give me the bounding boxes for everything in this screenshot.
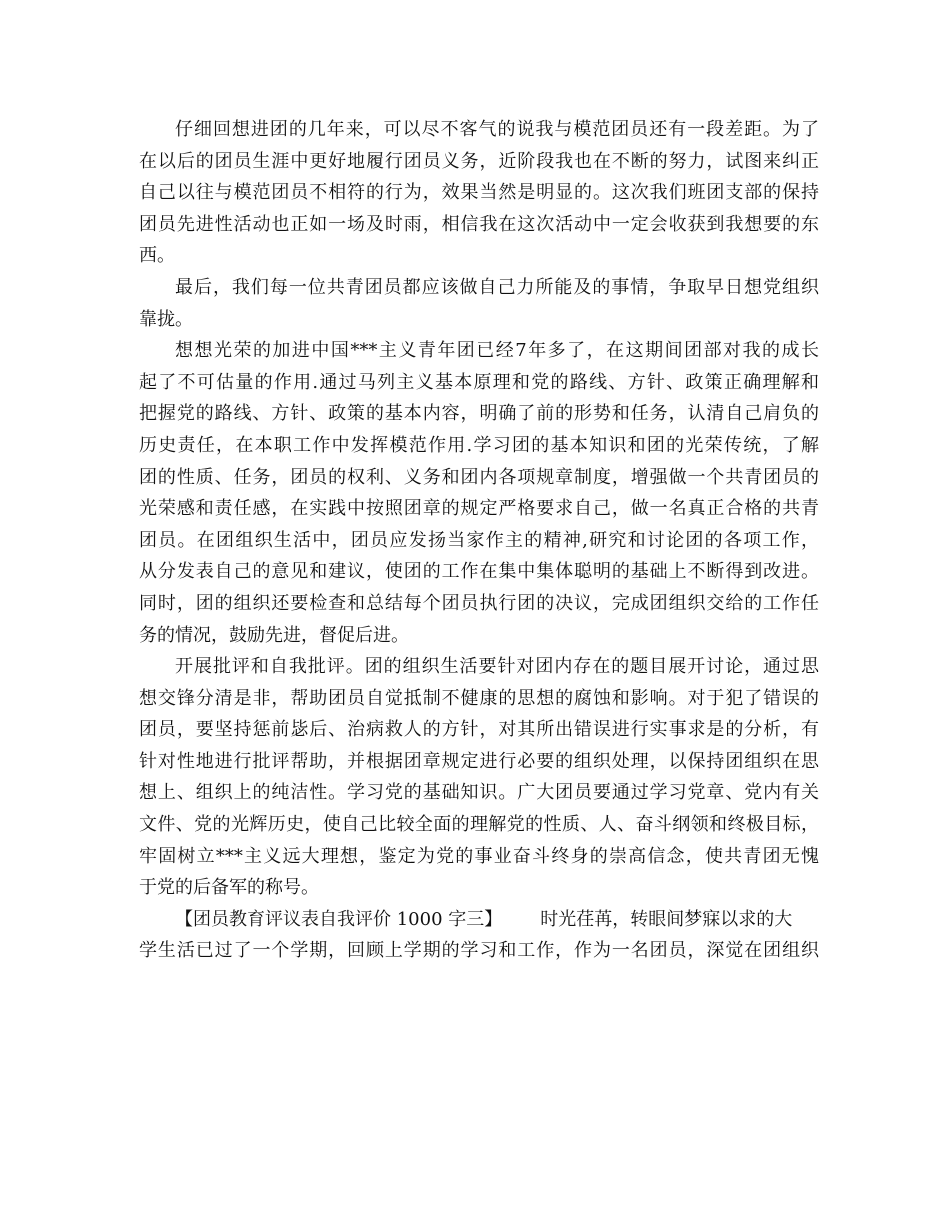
text-line: 同时，团的组织还要检查和总结每个团员执行团的决议，完成团组织交给的工作任 [139, 592, 819, 614]
text-line: 在以后的团员生涯中更好地履行团员义务，近阶段我也在不断的努力，试图来纠正 [139, 150, 819, 172]
text-line: 针对性地进行批评帮助，并根据团章规定进行必要的组织处理，以保持团组织在思 [139, 750, 819, 772]
text-line: 团员，要坚持惩前毖后、治病救人的方针，对其所出错误进行实事求是的分析，有 [139, 719, 819, 741]
paragraph [139, 904, 819, 967]
text-line: 最后，我们每一位共青团员都应该做自己力所能及的事情，争取早日想党组织 [175, 276, 819, 298]
text-line: 牢固树立***主义远大理想，鉴定为党的事业奋斗终身的崇高信念，使共青团无愧 [139, 845, 819, 867]
text-line: 于党的后备军的称号。 [139, 877, 319, 899]
text-line: 靠拢。 [139, 308, 193, 330]
text-line: 想想光荣的加进中国***主义青年团已经7年多了，在这期间团部对我的成长 [175, 340, 819, 362]
text-line: 仔细回想进团的几年来，可以尽不客气的说我与模范团员还有一段差距。为了 [175, 119, 819, 140]
text-line: 历史责任，在本职工作中发挥模范作用.学习团的基本知识和团的光荣传统，了解 [139, 434, 819, 456]
paragraph [139, 651, 819, 904]
paragraph [139, 114, 819, 272]
text-line: 自己以往与模范团员不相符的行为，效果当然是明显的。这次我们班团支部的保持 [139, 182, 819, 204]
text-line: 光荣感和责任感，在实践中按照团章的规定严格要求自己，做一名真正合格的共青 [139, 498, 819, 520]
heading-tail-text: 时光荏苒，转眼间梦寐以求的大 [540, 908, 793, 930]
paragraph [139, 335, 819, 651]
paragraph [139, 272, 819, 335]
text-line: 西。 [139, 245, 175, 267]
section-heading: 【团员教育评议表自我评价 1000 字三】 [175, 908, 503, 930]
text-line: 起了不可估量的作用.通过马列主义基本原理和党的路线、方针、政策正确理解和 [139, 371, 819, 393]
text-line: 想交锋分清是非，帮助团员自觉抵制不健康的思想的腐蚀和影响。对于犯了错误的 [139, 687, 819, 709]
text-line: 从分发表自己的意见和建议，使团的工作在集中集体聪明的基础上不断得到改进。 [139, 561, 819, 583]
text-line: 开展批评和自我批评。团的组织生活要针对团内存在的题目展开讨论，通过思 [175, 656, 819, 678]
text-line: 团的性质、任务，团员的权利、义务和团内各项规章制度，增强做一个共青团员的 [139, 466, 819, 488]
text-line: 学生活已过了一个学期，回顾上学期的学习和工作，作为一名团员，深觉在团组织 [139, 940, 819, 962]
text-line: 团员先进性活动也正如一场及时雨，相信我在这次活动中一定会收获到我想要的东 [139, 213, 819, 235]
text-line: 团员。在团组织生活中，团员应发扬当家作主的精神,研究和讨论团的各项工作， [139, 529, 819, 551]
text-line: 文件、党的光辉历史，使自己比较全面的理解党的性质、人、奋斗纲领和终极目标， [139, 814, 819, 836]
text-line: 想上、组织上的纯洁性。学习党的基础知识。广大团员要通过学习党章、党内有关 [139, 782, 819, 804]
text-line [139, 904, 819, 936]
text-line: 务的情况，鼓励先进，督促后进。 [139, 624, 409, 646]
document-body [139, 114, 819, 967]
text-line: 把握党的路线、方针、政策的基本内容，明确了前的形势和任务，认清自己肩负的 [139, 403, 819, 425]
